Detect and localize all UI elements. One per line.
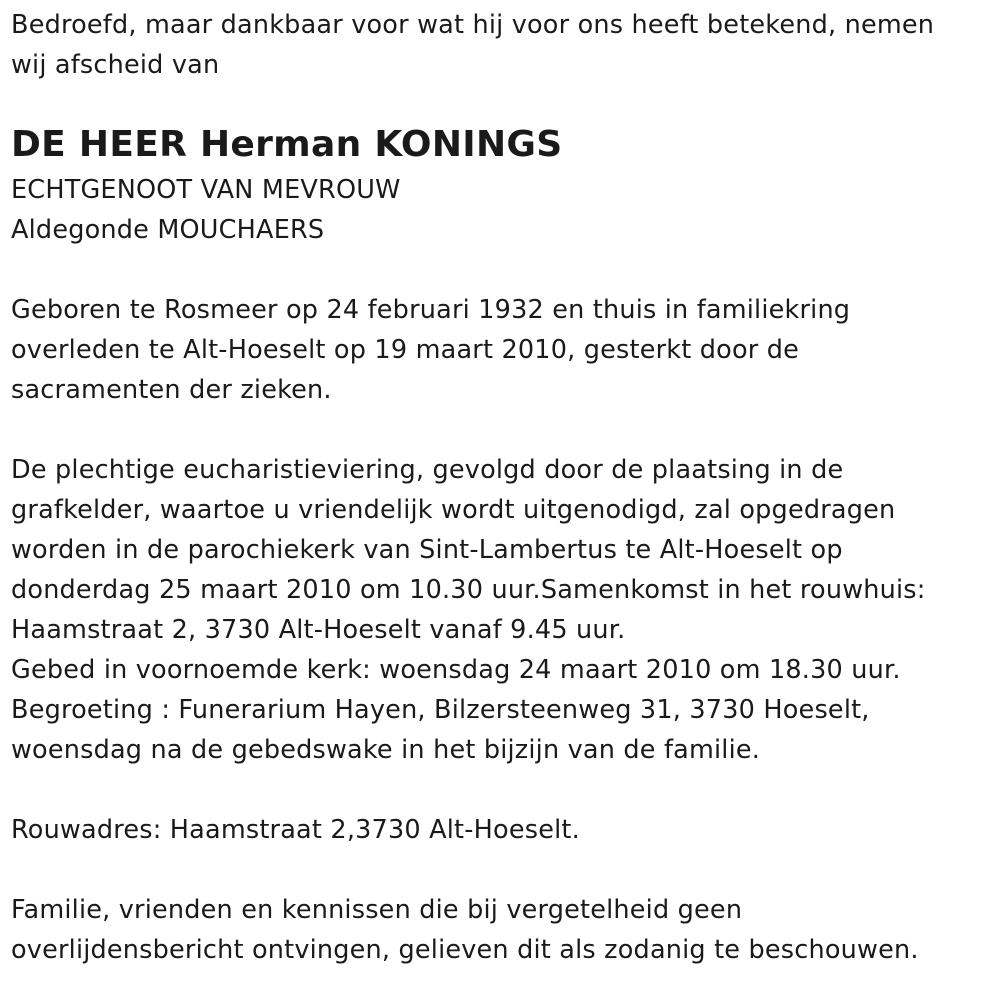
birth-death-line: overleden te Alt-Hoeselt op 19 maart 2010, gesterkt door de [11, 335, 800, 365]
ceremony-line: worden in de parochiekerk van Sint-Lambertus te Alt-Hoeselt op [11, 535, 843, 565]
closing-line: overlijdensbericht ontvingen, gelieven dit als zodanig te beschouwen. [11, 935, 919, 965]
greeting-line: woensdag na de gebedswake in het bijzijn van de familie. [11, 735, 761, 765]
spouse-line: ECHTGENOOT VAN MEVROUW [11, 175, 401, 205]
spouse-name: Aldegonde MOUCHAERS [11, 215, 325, 245]
birth-death-line: sacramenten der zieken. [11, 375, 332, 405]
ceremony-line: grafkelder, waartoe u vriendelijk wordt uitgenodigd, zal opgedragen [11, 495, 896, 525]
closing-paragraph [11, 890, 1000, 970]
mourning-address: Rouwadres: Haamstraat 2,3730 Alt-Hoeselt. [11, 815, 580, 845]
ceremony-line: donderdag 25 maart 2010 om 10.30 uur.Samenkomst in het rouwhuis: [11, 575, 926, 605]
ceremony-line: De plechtige eucharistieviering, gevolgd door de plaatsing in de [11, 455, 844, 485]
prayer-line: Gebed in voornoemde kerk: woensdag 24 maart 2010 om 18.30 uur. [11, 655, 901, 685]
intro-paragraph [11, 5, 1000, 85]
birth-death-paragraph [11, 290, 1000, 410]
birth-death-line: Geboren te Rosmeer op 24 februari 1932 en thuis in familiekring [11, 295, 851, 325]
intro-line: Bedroefd, maar dankbaar voor wat hij voor ons heeft betekend, nemen [11, 10, 935, 40]
ceremony-paragraph [11, 450, 1000, 770]
ceremony-line: Haamstraat 2, 3730 Alt-Hoeselt vanaf 9.45 uur. [11, 615, 626, 645]
deceased-name: DE HEER Herman KONINGS [11, 124, 563, 165]
spouse-block [11, 170, 1000, 250]
closing-line: Familie, vrienden en kennissen die bij vergetelheid geen [11, 895, 743, 925]
greeting-line: Begroeting : Funerarium Hayen, Bilzersteenweg 31, 3730 Hoeselt, [11, 695, 870, 725]
intro-line: wij afscheid van [11, 50, 220, 80]
